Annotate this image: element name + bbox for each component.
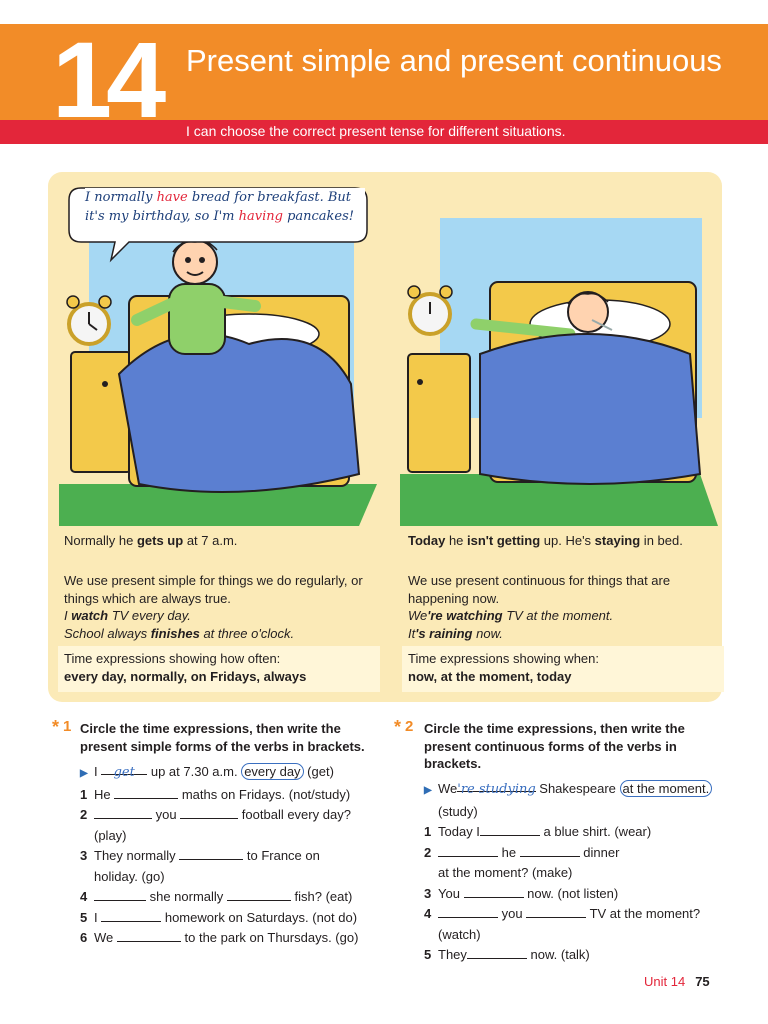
explanation-present-continuous: We use present continuous for things that are happening now. We're watching TV at the moment. It's raining now.	[408, 573, 671, 641]
list-item: 6 We to the park on Thursdays. (go)	[80, 930, 359, 945]
answer-blank[interactable]	[117, 929, 181, 942]
page-number: 75	[695, 974, 710, 989]
answer-blank[interactable]	[179, 847, 243, 860]
exercise-1-instruction: Circle the time expressions, then write the present simple forms of the verbs in brackets.	[80, 721, 365, 754]
example-item: ▶ I get up at 7.30 a.m. every day (get)	[80, 762, 380, 785]
speech-bubble-text: I normally have bread for breakfast. But it's my birthday, so I'm having pancakes!	[85, 188, 365, 226]
list-item-continuation: at the moment? (make)	[438, 865, 573, 880]
list-item-continuation: (play)	[94, 827, 127, 843]
list-item-continuation: holiday. (go)	[94, 868, 165, 884]
difficulty-star-icon: *	[52, 717, 60, 737]
circled-expression: at the moment.	[620, 780, 713, 797]
duvet	[119, 334, 359, 492]
list-item-continuation: (watch)	[438, 926, 481, 942]
page-title: Present simple and present continuous	[186, 43, 722, 78]
time-expressions-how-often: Time expressions showing how often: every day, normally, on Fridays, always	[58, 646, 380, 692]
time-expressions-when: Time expressions showing when: now, at the moment, today	[402, 646, 724, 692]
answer-blank[interactable]	[180, 806, 238, 819]
caption-right: Today he isn't getting up. He's staying in bed.	[408, 533, 683, 548]
page-footer	[644, 974, 710, 989]
list-item: 3 You now. (not listen)	[424, 885, 619, 901]
answer-blank[interactable]	[94, 806, 152, 819]
duvet	[480, 334, 700, 484]
unit-number: 14	[52, 19, 161, 140]
answer-blank[interactable]	[438, 844, 498, 857]
answer-blank[interactable]	[438, 905, 498, 918]
list-item: 5 I homework on Saturdays. (not do)	[80, 909, 358, 925]
answer-blank[interactable]	[227, 888, 291, 901]
list-item: 5 They now. (talk)	[424, 947, 590, 962]
list-item: 3 They normally to France on	[80, 848, 320, 863]
answer-blank[interactable]	[480, 823, 540, 836]
answer-blank[interactable]	[526, 905, 586, 918]
bedside-table	[408, 354, 470, 472]
explanation-present-simple: We use present simple for things we do regularly, or things which are always true. I watch TV every day. School always finishes at three o'clock.	[64, 573, 363, 641]
illustration-sick-in-bed	[400, 184, 718, 526]
example-item: ▶ We're studying Shakespeare at the moment.	[424, 779, 724, 802]
triangle-bullet-icon: ▶	[80, 768, 88, 779]
footer-unit: Unit 14	[644, 974, 686, 989]
exercise-1-items	[80, 762, 380, 949]
list-item: 4 she normally fish? (eat)	[80, 889, 353, 904]
illustration-birthday	[59, 184, 377, 526]
list-item: 2 he dinner	[424, 844, 620, 860]
exercise-2-items	[424, 779, 724, 966]
list-item: 4 you TV at the moment?	[424, 906, 701, 921]
difficulty-star-icon: *	[394, 717, 402, 737]
answer-blank[interactable]	[467, 946, 527, 959]
answer-blank[interactable]	[101, 909, 161, 922]
list-item: 2 you football every day?	[80, 807, 351, 822]
answer-blank[interactable]	[520, 844, 580, 857]
answer-blank[interactable]	[94, 888, 146, 901]
circled-expression: every day	[241, 763, 303, 780]
exercise-number: 1	[63, 718, 72, 735]
triangle-bullet-icon: ▶	[424, 785, 432, 796]
answer-blank[interactable]	[464, 885, 524, 898]
list-item: 1 He maths on Fridays. (not/study)	[80, 786, 351, 802]
alarm-clock-icon	[408, 286, 452, 334]
example-answer: get	[113, 765, 135, 780]
exercise-2-instruction: Circle the time expressions, then write the present continuous forms of the verbs in brackets.	[424, 721, 685, 771]
learning-objective: I can choose the correct present tense for different situations.	[186, 123, 566, 139]
caption-left: Normally he gets up at 7 a.m.	[64, 533, 238, 548]
list-item-continuation: (study)	[438, 803, 478, 819]
answer-blank[interactable]	[114, 786, 178, 799]
alarm-clock-icon	[67, 296, 111, 344]
exercise-number: 2	[405, 718, 414, 735]
list-item: 1 Today I a blue shirt. (wear)	[424, 824, 652, 839]
example-answer: 're studying	[457, 782, 536, 797]
